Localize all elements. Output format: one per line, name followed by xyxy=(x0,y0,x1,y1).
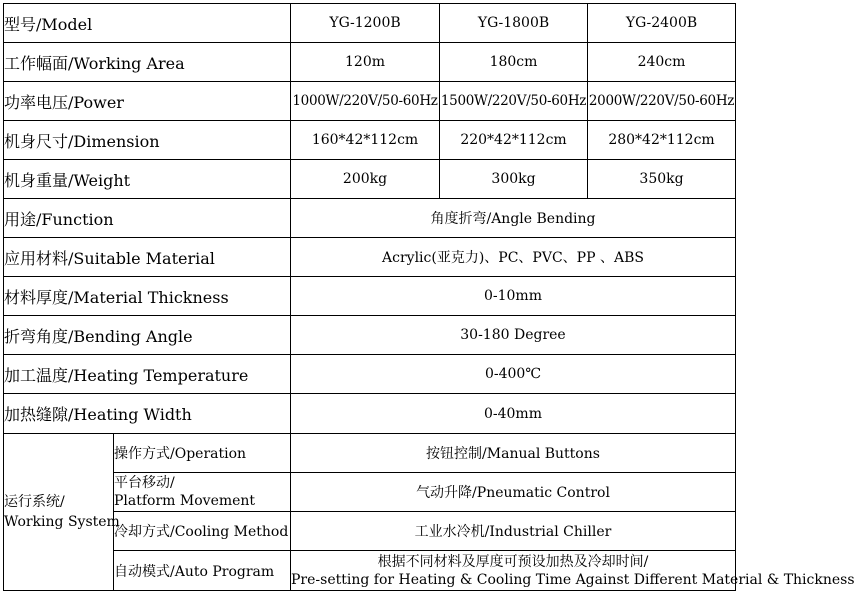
operation-row xyxy=(4,434,736,473)
weight-label: 机身重量/Weight xyxy=(4,160,291,199)
platform-movement-row xyxy=(4,473,736,512)
thickness-value: 0-10mm xyxy=(291,277,736,316)
weight-1800: 300kg xyxy=(440,160,588,199)
thickness-row xyxy=(4,277,736,316)
platform-movement-label-en: Platform Movement xyxy=(114,493,256,509)
auto-program-row xyxy=(4,551,736,591)
model-row xyxy=(4,4,736,43)
auto-program-value xyxy=(291,551,855,591)
heating-width-row xyxy=(4,394,736,434)
power-2400: 2000W/220V/50-60Hz xyxy=(588,82,736,121)
dimension-label: 机身尺寸/Dimension xyxy=(4,121,291,160)
working-area-1200: 120m xyxy=(291,43,440,82)
model-label: 型号/Model xyxy=(4,4,291,43)
function-row xyxy=(4,199,736,238)
operation-value: 按钮控制/Manual Buttons xyxy=(291,434,736,473)
cooling-label: 冷却方式/Cooling Method xyxy=(114,512,291,551)
weight-1200: 200kg xyxy=(291,160,440,199)
platform-movement-label-cn: 平台移动/ xyxy=(114,475,175,491)
temperature-value: 0-400℃ xyxy=(291,355,736,394)
auto-program-value-cn: 根据不同材料及厚度可预设加热及冷却时间/ xyxy=(377,553,649,570)
working-system-label-cn: 运行系统/ xyxy=(4,494,65,510)
working-area-2400: 240cm xyxy=(588,43,736,82)
cooling-value: 工业水冷机/Industrial Chiller xyxy=(291,512,736,551)
platform-movement-value: 气动升降/Pneumatic Control xyxy=(291,473,736,512)
working-system-label-en: Working System xyxy=(4,514,120,530)
auto-program-label: 自动模式/Auto Program xyxy=(114,551,291,591)
power-1200: 1000W/220V/50-60Hz xyxy=(291,82,440,121)
dimension-row xyxy=(4,121,736,160)
material-value: Acrylic(亚克力)、PC、PVC、PP 、ABS xyxy=(291,238,736,277)
function-value: 角度折弯/Angle Bending xyxy=(291,199,736,238)
function-label: 用途/Function xyxy=(4,199,291,238)
power-row xyxy=(4,82,736,121)
model-2400: YG-2400B xyxy=(588,4,736,43)
platform-movement-label xyxy=(114,473,291,512)
power-label: 功率电压/Power xyxy=(4,82,291,121)
bending-angle-value: 30-180 Degree xyxy=(291,316,736,355)
bending-angle-label: 折弯角度/Bending Angle xyxy=(4,316,291,355)
weight-row xyxy=(4,160,736,199)
model-1200: YG-1200B xyxy=(291,4,440,43)
auto-program-value-en: Pre-setting for Heating & Cooling Time Against Different Material & Thickness xyxy=(291,571,855,588)
bending-angle-row xyxy=(4,316,736,355)
working-area-1800: 180cm xyxy=(440,43,588,82)
working-area-row xyxy=(4,43,736,82)
weight-2400: 350kg xyxy=(588,160,736,199)
temperature-row xyxy=(4,355,736,394)
model-1800: YG-1800B xyxy=(440,4,588,43)
dimension-1200: 160*42*112cm xyxy=(291,121,440,160)
temperature-label: 加工温度/Heating Temperature xyxy=(4,355,291,394)
operation-label: 操作方式/Operation xyxy=(114,434,291,473)
material-label: 应用材料/Suitable Material xyxy=(4,238,291,277)
dimension-2400: 280*42*112cm xyxy=(588,121,736,160)
dimension-1800: 220*42*112cm xyxy=(440,121,588,160)
heating-width-label: 加热缝隙/Heating Width xyxy=(4,394,291,434)
heating-width-value: 0-40mm xyxy=(291,394,736,434)
thickness-label: 材料厚度/Material Thickness xyxy=(4,277,291,316)
spec-table xyxy=(3,3,855,591)
working-area-label: 工作幅面/Working Area xyxy=(4,43,291,82)
working-system-label xyxy=(4,434,120,591)
material-row xyxy=(4,238,736,277)
power-1800: 1500W/220V/50-60Hz xyxy=(440,82,588,121)
